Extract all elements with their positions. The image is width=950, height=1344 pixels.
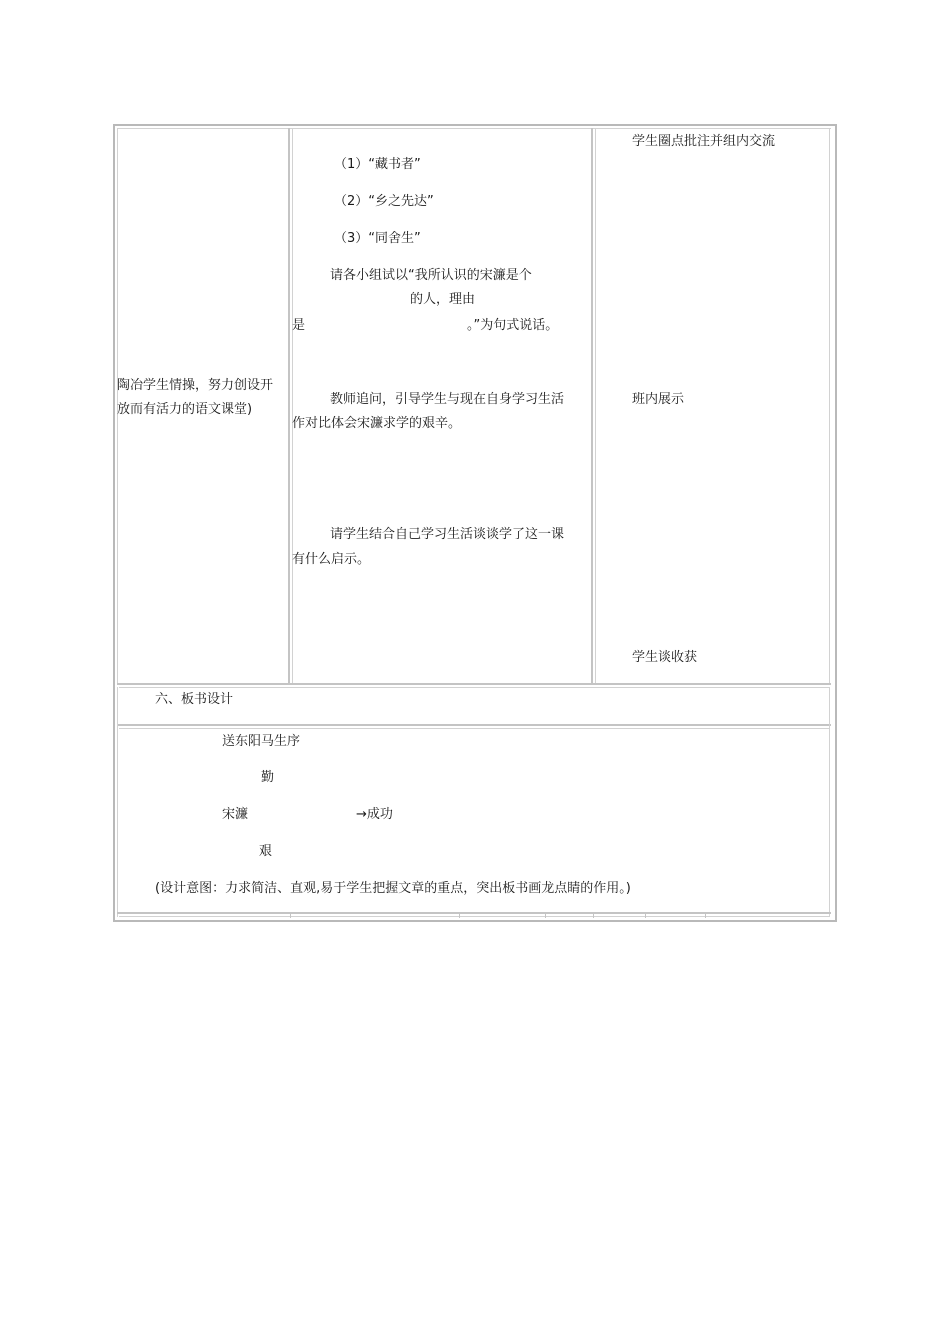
col2-left-inner bbox=[292, 128, 293, 684]
bottom-tick-6 bbox=[705, 912, 706, 918]
bottom-tick-5 bbox=[645, 912, 646, 918]
col3-right-border bbox=[829, 128, 830, 684]
keyword-item-1: （1）“藏书者” bbox=[334, 157, 421, 172]
goal-line-1: 陶冶学生情操，努力创设开 bbox=[117, 378, 274, 393]
bottom-tick-1 bbox=[290, 912, 291, 918]
design-intent: (设计意图：力求简洁、直观,易于学生把握文章的重点，突出板书画龙点睛的作用。) bbox=[155, 881, 631, 896]
bottom-border bbox=[117, 912, 831, 914]
section-heading: 六、板书设计 bbox=[155, 692, 234, 707]
group-prompt-line-3a: 是 bbox=[292, 318, 306, 333]
row3-top-inner bbox=[119, 728, 829, 729]
row2-row3-divider bbox=[117, 724, 831, 726]
row1-row2-divider bbox=[117, 683, 831, 685]
board-title: 送东阳马生序 bbox=[222, 734, 301, 749]
row2-top-inner bbox=[119, 687, 829, 688]
board-keyword-jian: 艰 bbox=[259, 844, 273, 859]
keyword-item-2: （2）“乡之先达” bbox=[334, 194, 434, 209]
student-activity-3: 学生谈收获 bbox=[632, 650, 698, 665]
board-name: 宋濂 bbox=[222, 807, 249, 822]
board-keyword-qin: 勤 bbox=[261, 770, 275, 785]
group-prompt-line-2: 的人，理由 bbox=[410, 292, 476, 307]
teacher-followup-line-1: 教师追问，引导学生与现在自身学习生活 bbox=[330, 392, 565, 407]
row2-right-border bbox=[829, 687, 830, 917]
row1-top-border bbox=[117, 128, 831, 129]
reflection-prompt-line-2: 有什么启示。 bbox=[292, 552, 371, 567]
col1-col2-divider bbox=[288, 128, 290, 684]
group-prompt-line-3b: 。”为句式说话。 bbox=[467, 318, 559, 333]
bottom-border-inner bbox=[119, 916, 829, 917]
lesson-table bbox=[113, 124, 837, 922]
col3-left-inner bbox=[595, 128, 596, 684]
teacher-followup-line-2: 作对比体会宋濂求学的艰辛。 bbox=[292, 416, 462, 431]
bottom-tick-4 bbox=[593, 912, 594, 918]
goal-line-2: 放而有活力的语文课堂) bbox=[117, 402, 253, 417]
col2-col3-divider bbox=[591, 128, 593, 684]
student-activity-2: 班内展示 bbox=[632, 392, 685, 407]
reflection-prompt-line-1: 请学生结合自己学习生活谈谈学了这一课 bbox=[330, 527, 565, 542]
keyword-item-3: （3）“同舍生” bbox=[334, 231, 421, 246]
student-activity-1: 学生圈点批注并组内交流 bbox=[632, 134, 776, 149]
bottom-tick-2 bbox=[459, 912, 460, 918]
group-prompt-line-1: 请各小组试以“我所认识的宋濂是个 bbox=[330, 268, 532, 283]
bottom-tick-3 bbox=[545, 912, 546, 918]
row2-left-border bbox=[117, 687, 118, 917]
board-arrow-success: →成功 bbox=[356, 807, 393, 822]
